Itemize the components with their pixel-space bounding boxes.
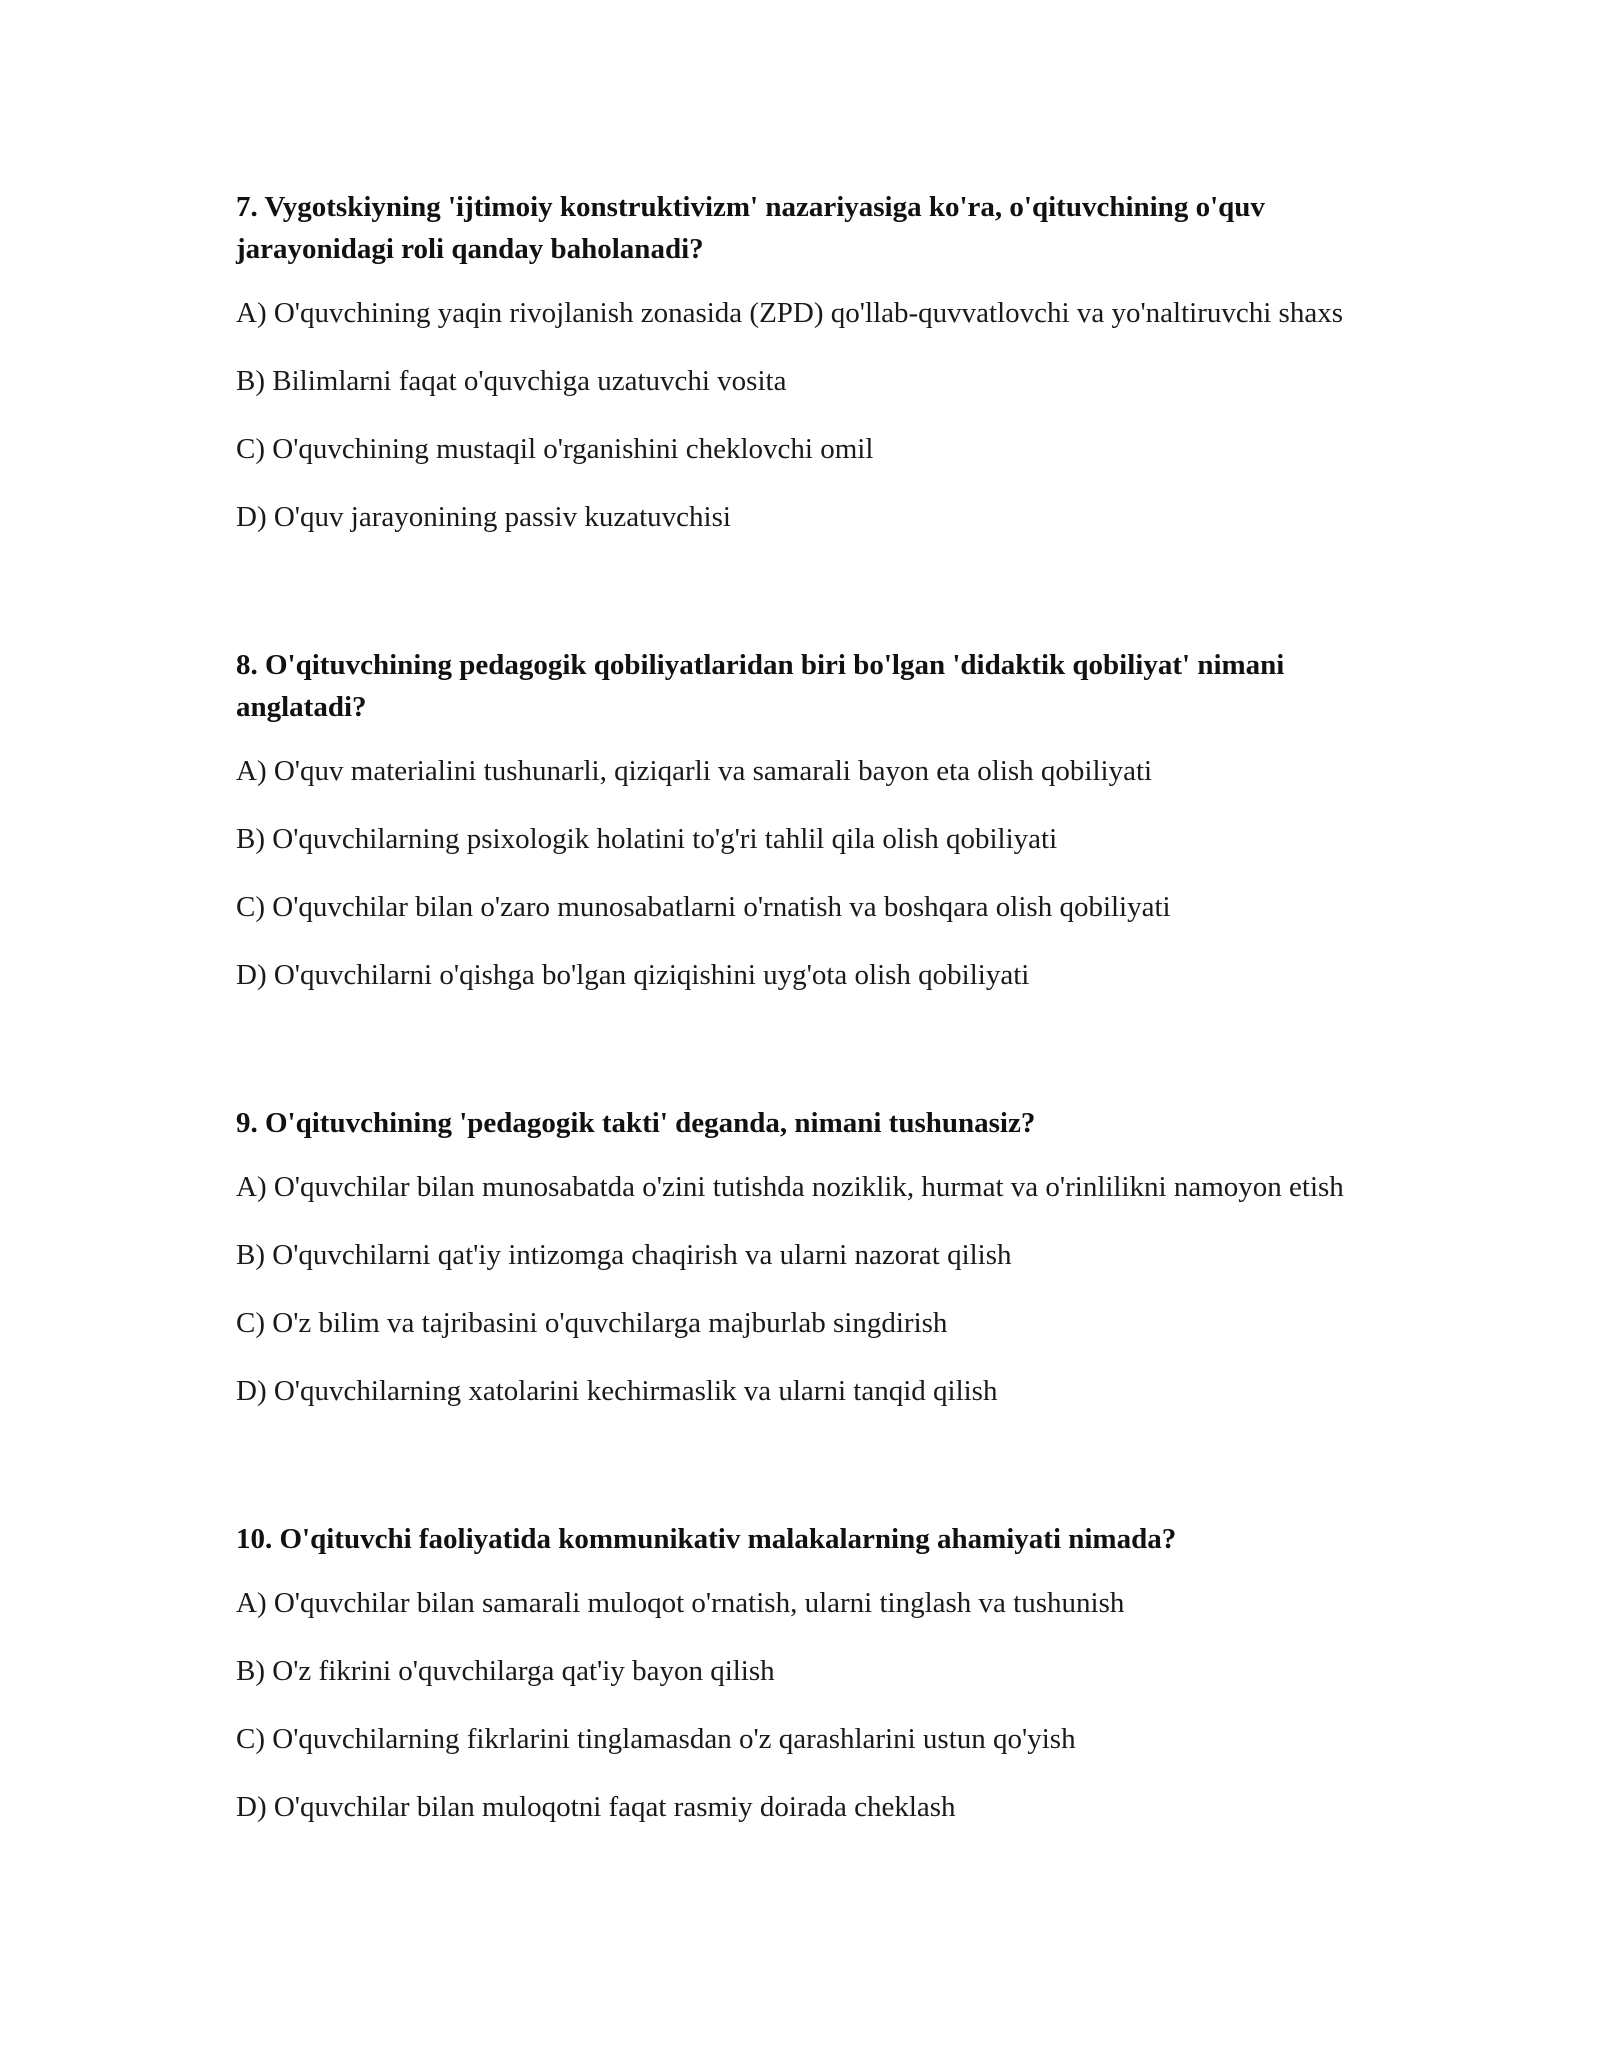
answer-option-b: B) O'quvchilarni qat'iy intizomga chaqirish va ularni nazorat qilish bbox=[236, 1239, 1012, 1271]
question-title: 10. O'qituvchi faoliyatida kommunikativ malakalarning ahamiyati nimada? bbox=[236, 1523, 1177, 1555]
answer-option-a: A) O'quv materialini tushunarli, qiziqarli va samarali bayon eta olish qobiliyati bbox=[236, 755, 1153, 787]
answer-option-c: C) O'z bilim va tajribasini o'quvchilarga majburlab singdirish bbox=[236, 1307, 948, 1339]
answer-option-a: A) O'quvchilar bilan munosabatda o'zini tutishda noziklik, hurmat va o'rinlilikni namoyon etish bbox=[236, 1171, 1344, 1203]
answer-option-c: C) O'quvchining mustaqil o'rganishini cheklovchi omil bbox=[236, 433, 874, 465]
answer-option-d: D) O'quv jarayonining passiv kuzatuvchisi bbox=[236, 501, 731, 533]
question-10 bbox=[236, 1518, 1376, 1828]
question-spacer bbox=[236, 564, 1376, 644]
question-7 bbox=[236, 186, 1376, 538]
question-9 bbox=[236, 1102, 1376, 1412]
question-spacer bbox=[236, 1438, 1376, 1518]
document-page bbox=[236, 186, 1376, 1854]
answer-option-b: B) O'quvchilarning psixologik holatini to'g'ri tahlil qila olish qobiliyati bbox=[236, 823, 1058, 855]
answer-option-c: C) O'quvchilar bilan o'zaro munosabatlarni o'rnatish va boshqara olish qobiliyati bbox=[236, 891, 1171, 923]
question-title: 7. Vygotskiyning 'ijtimoiy konstruktivizm' nazariyasiga ko'ra, o'qituvchining o'quv jarayonidagi roli qanday baholanadi? bbox=[236, 191, 1265, 265]
answer-option-a: A) O'quvchilar bilan samarali muloqot o'rnatish, ularni tinglash va tushunish bbox=[236, 1587, 1125, 1619]
answer-option-d: D) O'quvchilarni o'qishga bo'lgan qiziqishini uyg'ota olish qobiliyati bbox=[236, 959, 1030, 991]
answer-option-b: B) O'z fikrini o'quvchilarga qat'iy bayon qilish bbox=[236, 1655, 775, 1687]
question-title: 8. O'qituvchining pedagogik qobiliyatlaridan biri bo'lgan 'didaktik qobiliyat' nimani anglatadi? bbox=[236, 649, 1285, 723]
question-8 bbox=[236, 644, 1376, 996]
answer-option-d: D) O'quvchilarning xatolarini kechirmaslik va ularni tanqid qilish bbox=[236, 1375, 998, 1407]
answer-option-b: B) Bilimlarni faqat o'quvchiga uzatuvchi vosita bbox=[236, 365, 787, 397]
question-spacer bbox=[236, 1022, 1376, 1102]
answer-option-a: A) O'quvchining yaqin rivojlanish zonasida (ZPD) qo'llab-quvvatlovchi va yo'naltiruvchi shaxs bbox=[236, 297, 1343, 329]
answer-option-c: C) O'quvchilarning fikrlarini tinglamasdan o'z qarashlarini ustun qo'yish bbox=[236, 1723, 1076, 1755]
answer-option-d: D) O'quvchilar bilan muloqotni faqat rasmiy doirada cheklash bbox=[236, 1791, 956, 1823]
question-title: 9. O'qituvchining 'pedagogik takti' deganda, nimani tushunasiz? bbox=[236, 1107, 1036, 1139]
